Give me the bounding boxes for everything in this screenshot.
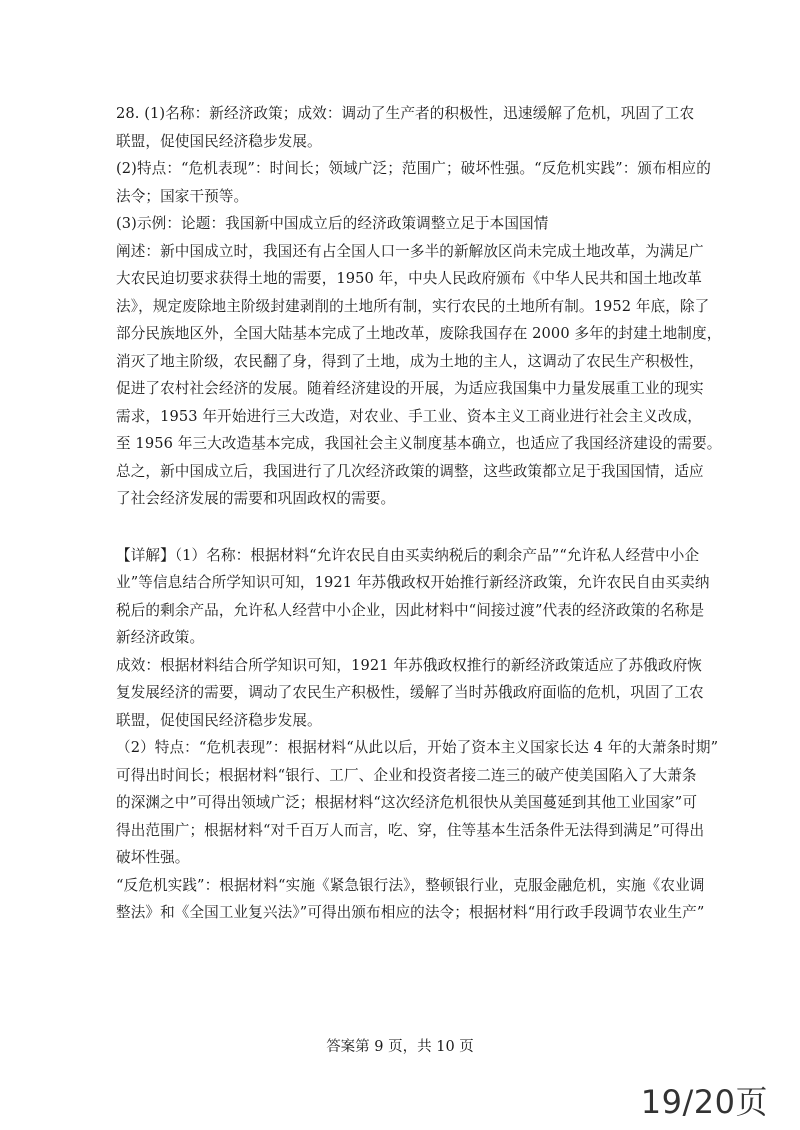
text-line: 业”等信息结合所学知识可知，1921 年苏俄政权开始推行新经济政策，允许农民自由买卖纳 (116, 574, 710, 591)
text-line: 整法》和《全国工业复兴法》”可得出颁布相应的法令；根据材料“用行政手段调节农业生产” (116, 904, 705, 921)
text-line: 法令；国家干预等。 (116, 187, 249, 205)
text-line: 复发展经济的需要，调动了农民生产积极性，缓解了当时苏俄政府面临的危机，巩固了工农 (116, 684, 704, 701)
text-line: 总之，新中国成立后，我国进行了几次经济政策的调整，这些政策都立足于我国国情，适应 (116, 462, 704, 480)
text-line: 大农民迫切要求获得土地的需要，1950 年，中央人民政府颁布《中华人民共和国土地改革 (116, 270, 702, 287)
answer-28-section (116, 100, 722, 513)
text-line: (2)特点：“危机表现”：时间长；领域广泛；范围广；破坏性强。“反危机实践”：颁布相应的 (116, 160, 711, 177)
text-line: 促进了农村社会经济的发展。随着经济建设的开展，为适应我国集中力量发展重工业的现实 (116, 380, 704, 397)
text-line: 税后的剩余产品，允许私人经营中小企业，因此材料中“间接过渡”代表的经济政策的名称是 (116, 601, 705, 619)
text-line: 阐述：新中国成立时，我国还有占全国人口一多半的新解放区尚未完成土地改革，为满足广 (116, 242, 704, 260)
text-line: 可得出时间长；根据材料“银行、工厂、企业和投资者接二连三的破产使美国陷入了大萧条 (116, 766, 697, 784)
text-line: 破坏性强。 (116, 849, 190, 866)
text-line: 法》，规定废除地主阶级封建剥削的土地所有制，实行农民的土地所有制。1952 年底，除了 (116, 297, 710, 315)
text-line: （2）特点：“危机表现”：根据材料“从此以后，开始了资本主义国家长达 4 年的大萧条时期” (116, 739, 719, 756)
text-line: 28. (1)名称：新经济政策；成效：调动了生产者的积极性，迅速缓解了危机，巩固了工农 (116, 105, 695, 122)
text-line: 部分民族地区外，全国大陆基本完成了土地改革，废除我国存在 2000 多年的封建土地制度， (116, 325, 722, 342)
text-line: 【详解】（1）名称：根据材料“允许农民自由买卖纳税后的剩余产品”“允许私人经营中小企 (116, 546, 700, 564)
text-line: 至 1956 年三大改造基本完成，我国社会主义制度基本确立，也适应了我国经济建设的需要。 (116, 435, 722, 452)
text-line: 得出范围广；根据材料“对千百万人而言，吃、穿，住等基本生活条件无法得到满足”可得出 (116, 821, 705, 839)
text-line: 消灭了地主阶级，农民翻了身，得到了土地，成为土地的主人，这调动了农民生产积极性， (116, 352, 704, 370)
text-line: 的深渊之中”可得出领域广泛；根据材料“这次经济危机很快从美国蔓延到其他工业国家”可 (116, 794, 698, 811)
detail-section (116, 542, 719, 927)
text-line: 成效：根据材料结合所学知识可知，1921 年苏俄政权推行的新经济政策适应了苏俄政府恢 (116, 656, 702, 674)
page-footer: 答案第 9 页，共 10 页 (326, 1039, 474, 1055)
text-line: 新经济政策。 (116, 629, 205, 646)
section-spacer (116, 513, 686, 542)
document-body (116, 100, 722, 927)
text-line: “反危机实践”：根据材料“实施《紧急银行法》，整顿银行业，克服金融危机，实施《农业调 (116, 876, 705, 894)
text-line: 需求，1953 年开始进行三大改造，对农业、手工业、资本主义工商业进行社会主义改成， (116, 407, 702, 425)
text-line: (3)示例：论题：我国新中国成立后的经济政策调整立足于本国国情 (116, 215, 549, 232)
text-line: 联盟，促使国民经济稳步发展。 (116, 132, 322, 150)
text-line: 联盟，促使国民经济稳步发展。 (116, 711, 322, 729)
text-line: 了社会经济发展的需要和巩固政权的需要。 (116, 490, 396, 507)
page-indicator: 19/20页 (640, 1083, 768, 1121)
